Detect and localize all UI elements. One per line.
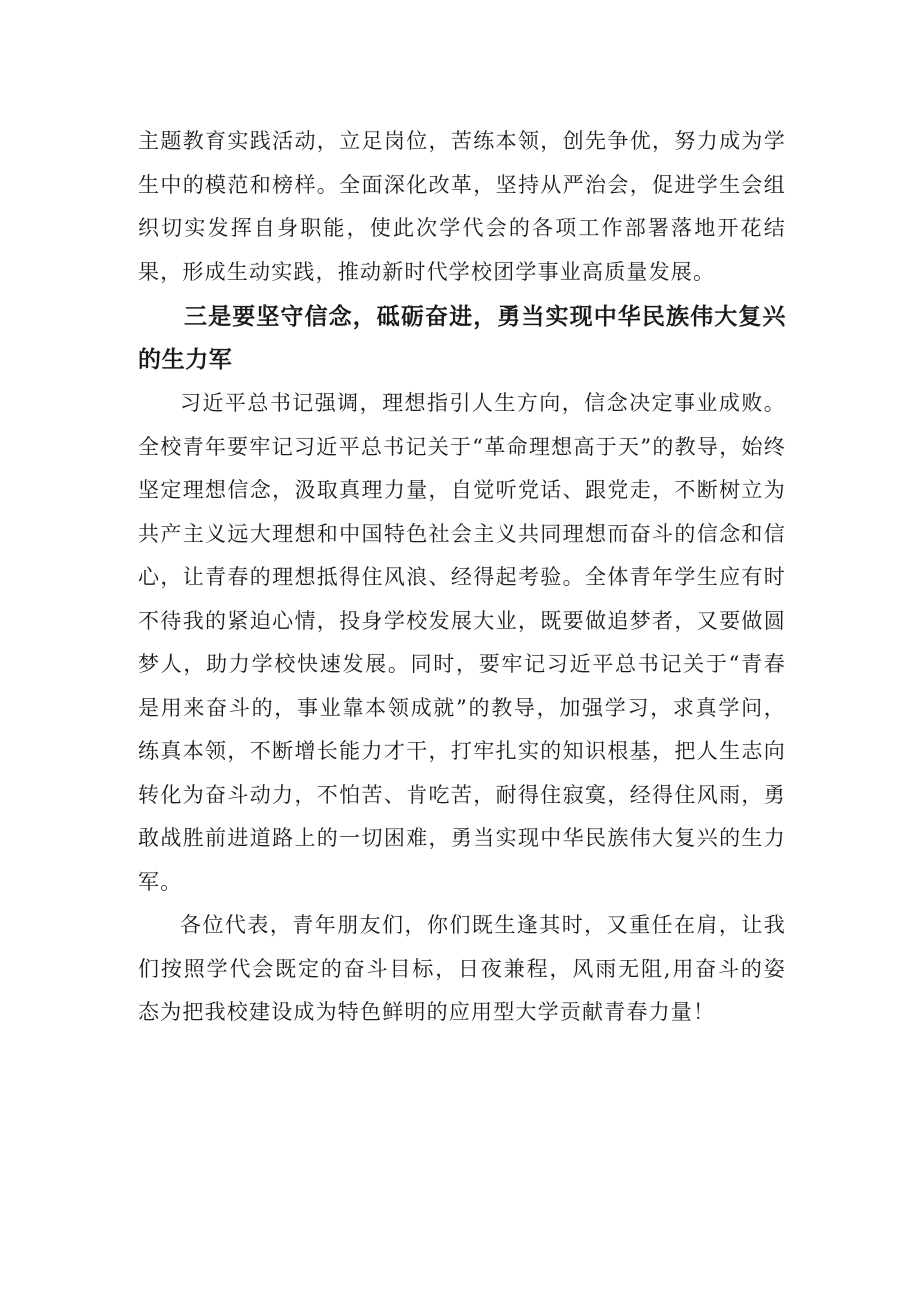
paragraph-continuation: 主题教育实践活动，立足岗位，苦练本领，创先争优，努力成为学生中的模范和榜样。全面深化改革，坚持从严治会，促进学生会组织切实发挥自身职能，使此次学代会的各项工作部署落地开花结果，形成生动实践，推动新时代学校团学事业高质量发展。 [138,129,786,284]
section-heading: 三是要坚守信念，砥砺奋进，勇当实现中华民族伟大复兴的生力军 [138,304,786,373]
paragraph-body: 习近平总书记强调，理想指引人生方向，信念决定事业成败。全校青年要牢记习近平总书记关于“革命理想高于天”的教导，始终坚定理想信念，汲取真理力量，自觉听党话、跟党走，不断树立为共产主义远大理想和中国特色社会主义共同理想而奋斗的信念和信心，让青春的理想抵得住风浪、经得起考验。全体青年学生应有时不待我的紧迫心情，投身学校发展大业，既要做追梦者，又要做圆梦人，助力学校快速发展。同时，要牢记习近平总书记关于“青春是用来奋斗的，事业靠本领成就”的教导，加强学习，求真学问，练真本领，不断增长能力才干，打牢扎实的知识根基，把人生志向转化为奋斗动力，不怕苦、肯吃苦，耐得住寂寞，经得住风雨，勇敢战胜前进道路上的一切困难，勇当实现中华民族伟大复兴的生力军。 [138,391,786,894]
paragraph-closing: 各位代表，青年朋友们，你们既生逢其时，又重任在肩，让我们按照学代会既定的奋斗目标，日夜兼程，风雨无阻,用奋斗的姿态为把我校建设成为特色鲜明的应用型大学贡献青春力量！ [138,913,786,1024]
document-body [138,120,786,1035]
